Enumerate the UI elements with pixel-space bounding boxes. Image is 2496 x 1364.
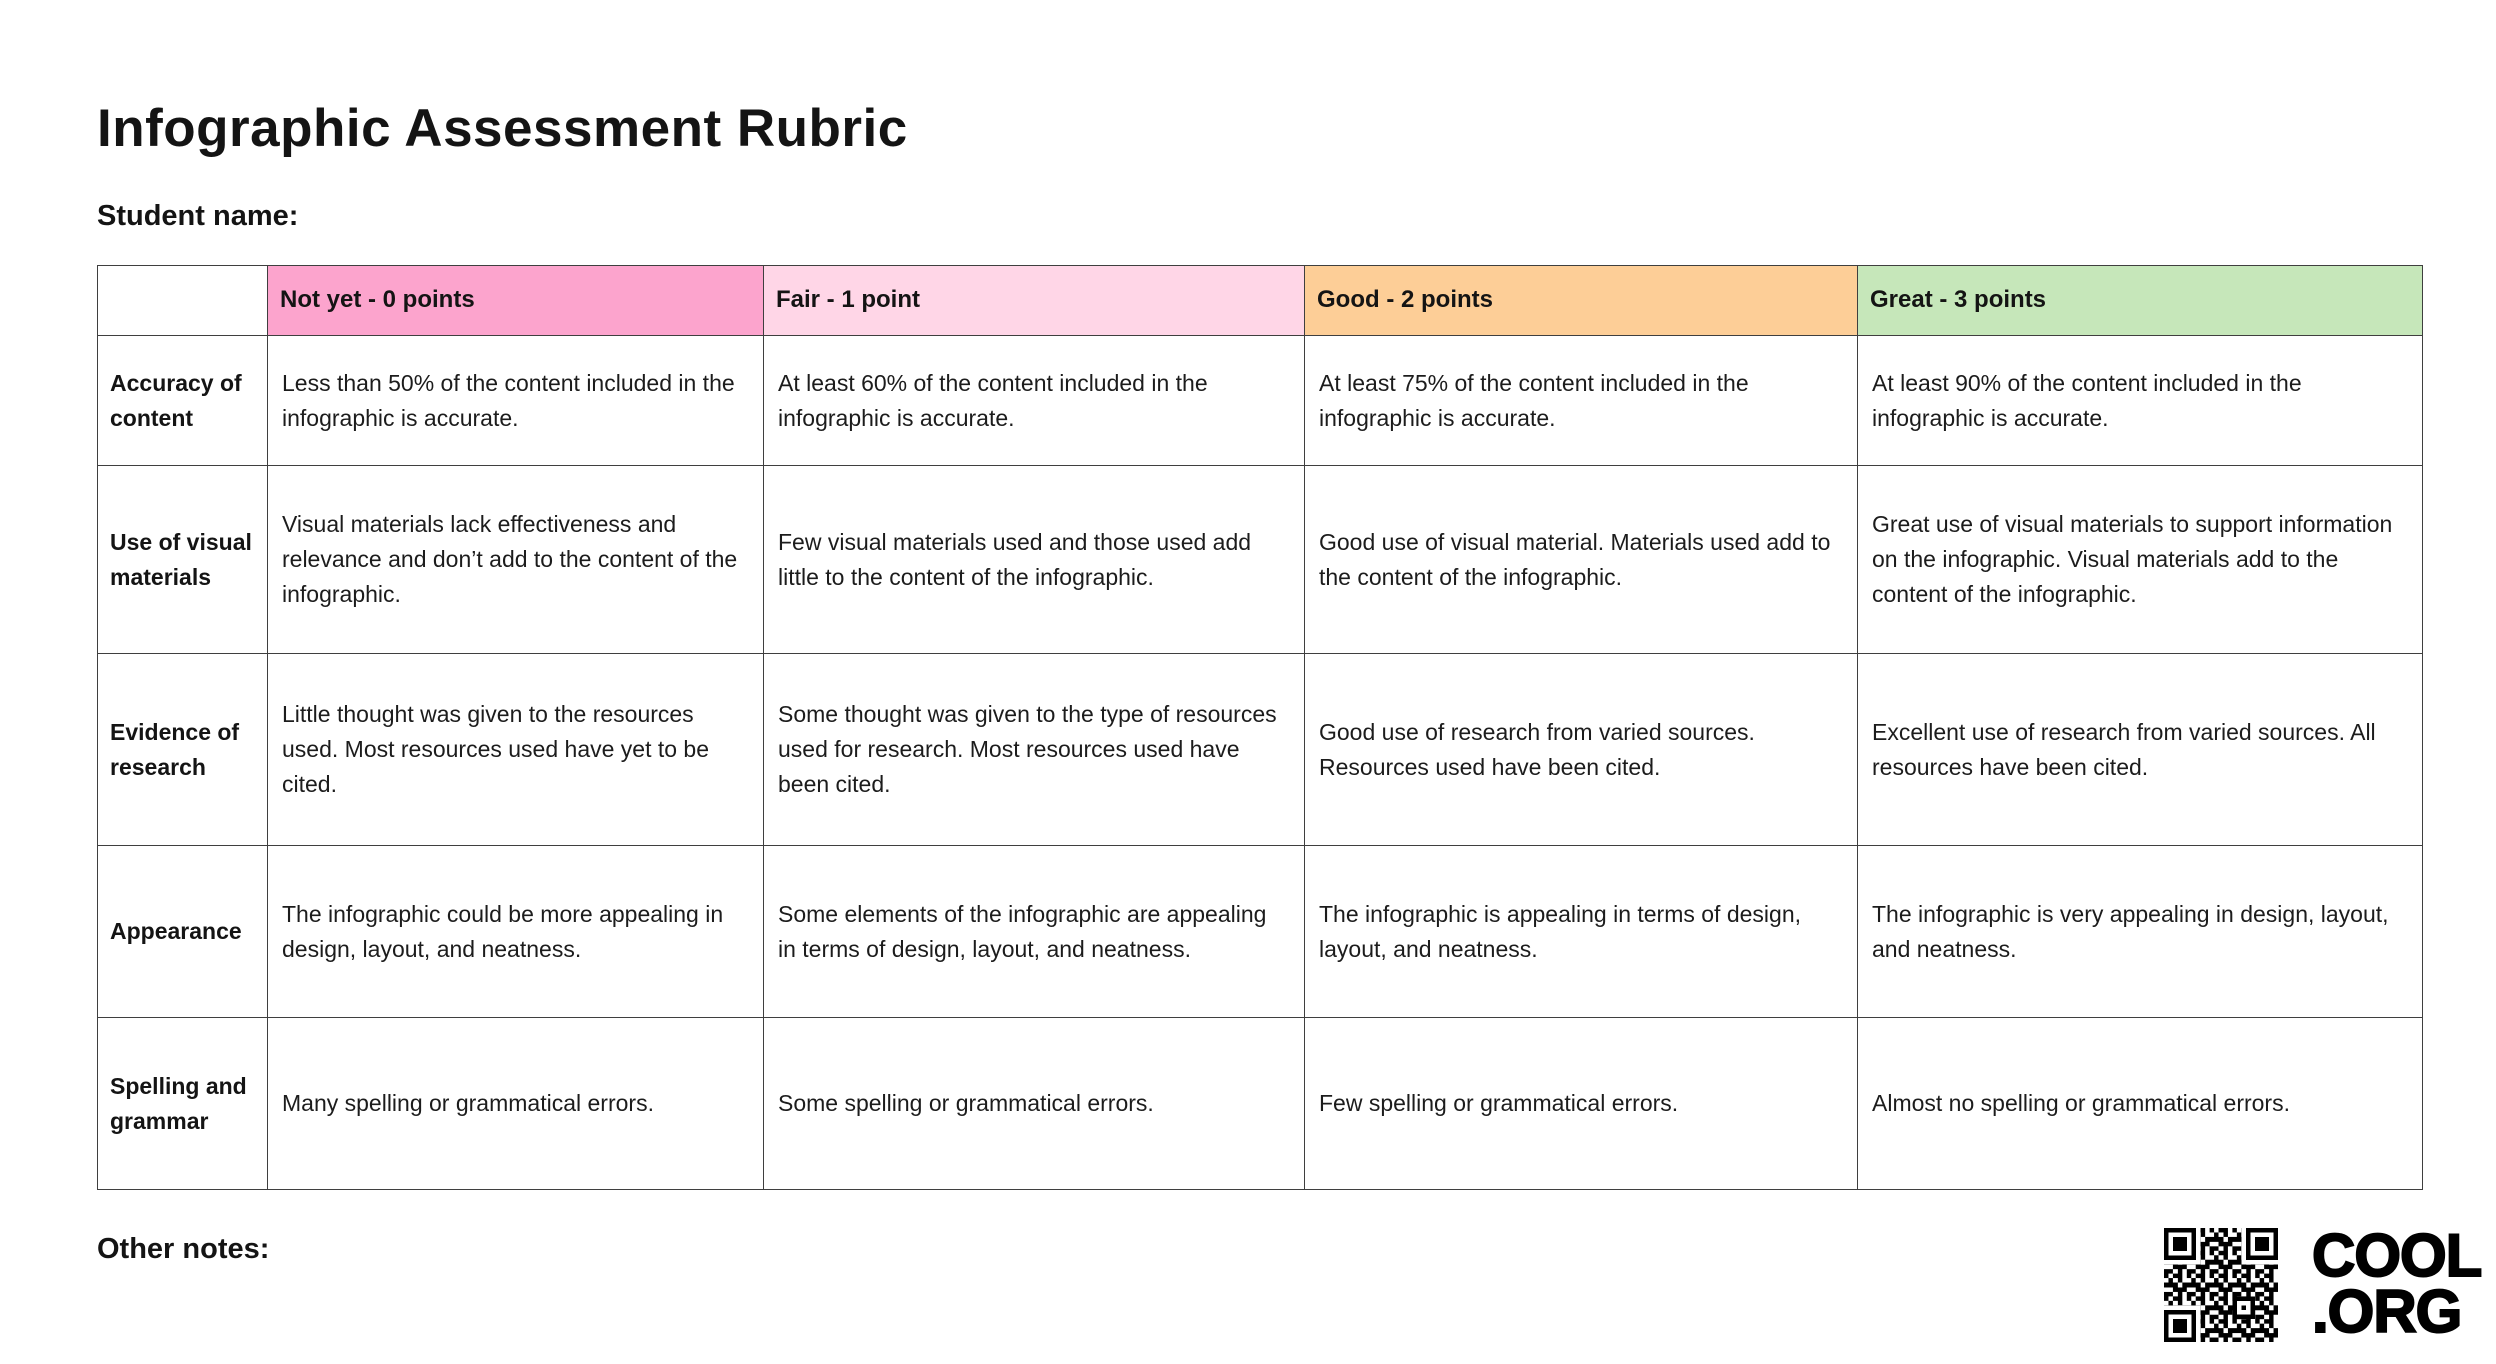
table-row-appearance (98, 846, 2423, 1018)
student-name-label: Student name: (97, 200, 299, 232)
header-corner-cell (98, 266, 268, 336)
header-cell-not-yet: Not yet - 0 points (268, 266, 764, 336)
rubric-cell: At least 90% of the content included in the infographic is accurate. (1858, 336, 2423, 466)
header-row (98, 266, 2423, 336)
criterion-label: Accuracy of content (98, 336, 268, 466)
table-row-visual-materials (98, 466, 2423, 654)
rubric-cell: Less than 50% of the content included in the infographic is accurate. (268, 336, 764, 466)
criterion-label: Use of visual materials (98, 466, 268, 654)
table-row-spelling (98, 1018, 2423, 1190)
other-notes-label: Other notes: (97, 1233, 270, 1265)
rubric-cell: Excellent use of research from varied sources. All resources have been cited. (1858, 654, 2423, 846)
rubric-cell: The infographic could be more appealing in design, layout, and neatness. (268, 846, 764, 1018)
rubric-cell: Visual materials lack effectiveness and relevance and don’t add to the content of the infographic. (268, 466, 764, 654)
rubric-cell: Great use of visual materials to support information on the infographic. Visual materials add to the content of the infographic. (1858, 466, 2423, 654)
rubric-cell: Almost no spelling or grammatical errors. (1858, 1018, 2423, 1190)
rubric-cell: At least 75% of the content included in the infographic is accurate. (1305, 336, 1858, 466)
page-title: Infographic Assessment Rubric (97, 99, 908, 158)
rubric-cell: Some elements of the infographic are appealing in terms of design, layout, and neatness. (764, 846, 1305, 1018)
header-cell-great: Great - 3 points (1858, 266, 2423, 336)
header-cell-fair: Fair - 1 point (764, 266, 1305, 336)
header-cell-good: Good - 2 points (1305, 266, 1858, 336)
rubric-cell: Many spelling or grammatical errors. (268, 1018, 764, 1190)
qr-code-icon (2164, 1228, 2278, 1342)
criterion-label: Appearance (98, 846, 268, 1018)
rubric-cell: The infographic is appealing in terms of design, layout, and neatness. (1305, 846, 1858, 1018)
criterion-label: Spelling and grammar (98, 1018, 268, 1190)
rubric-cell: At least 60% of the content included in the infographic is accurate. (764, 336, 1305, 466)
rubric-cell: Some thought was given to the type of resources used for research. Most resources used have been cited. (764, 654, 1305, 846)
cool-org-logo (2312, 1222, 2482, 1345)
table-row-research (98, 654, 2423, 846)
rubric-cell: The infographic is very appealing in design, layout, and neatness. (1858, 846, 2423, 1018)
rubric-cell: Good use of research from varied sources. Resources used have been cited. (1305, 654, 1858, 846)
rubric-cell: Little thought was given to the resources used. Most resources used have yet to be cited. (268, 654, 764, 846)
rubric-cell: Good use of visual material. Materials used add to the content of the infographic. (1305, 466, 1858, 654)
cool-org-logo-line1: COOL (2312, 1222, 2482, 1289)
rubric-cell: Some spelling or grammatical errors. (764, 1018, 1305, 1190)
cool-org-logo-line2: .ORG (2312, 1277, 2462, 1345)
criterion-label: Evidence of research (98, 654, 268, 846)
rubric-cell: Few visual materials used and those used add little to the content of the infographic. (764, 466, 1305, 654)
table-row-accuracy (98, 336, 2423, 466)
rubric-cell: Few spelling or grammatical errors. (1305, 1018, 1858, 1190)
rubric-table (97, 265, 2423, 1190)
